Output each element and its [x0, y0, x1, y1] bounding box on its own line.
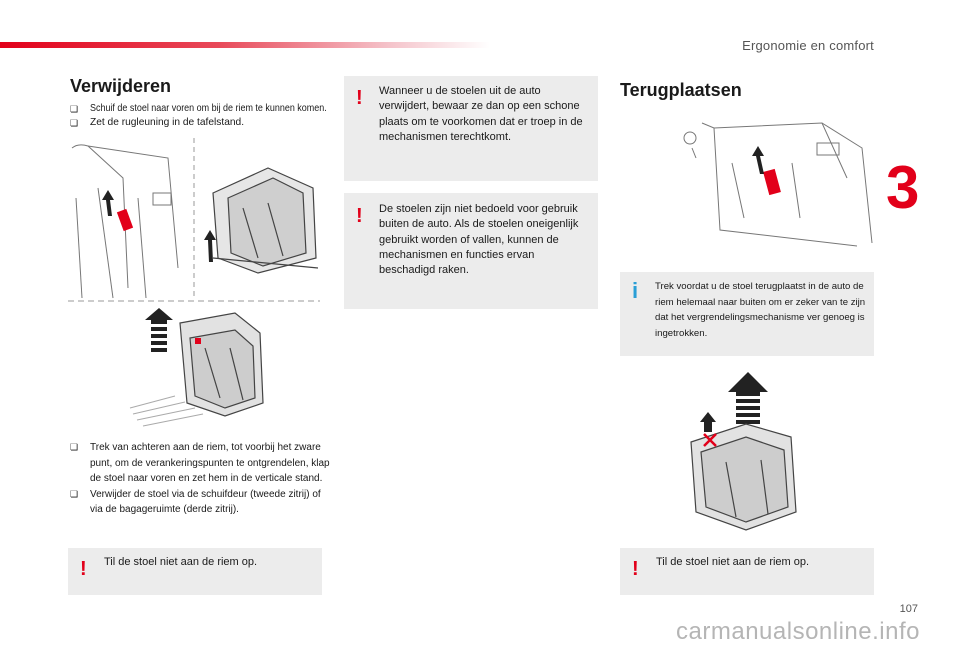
- seat-reinstall-figure-2: [686, 372, 806, 532]
- checkbox-bullet-icon: ❏: [70, 488, 79, 499]
- warning-text: De stoelen zijn niet bedoeld voor gebruik buiten de auto. Als de stoelen oneigenlijk gebruikt worden of vallen, kunnen de mechanismen en functies ervan beschadigd raken.: [379, 203, 579, 277]
- warning-text: Til de stoel niet aan de riem op.: [104, 556, 258, 568]
- warning-box-left: [68, 548, 322, 595]
- exclamation-warning-icon: !: [356, 87, 363, 109]
- bullet-list-bottom: [70, 440, 332, 518]
- info-text: Trek voordat u de stoel terugplaatst in de auto de riem helemaal naar buiten om er zeker van te zijn dat het vergrendelingsmechanisme ver genoeg is ingetrokken.: [655, 281, 866, 339]
- seat-removal-figure-2: [125, 308, 265, 433]
- list-item: ❏ Schuif de stoel naar voren om bij de riem te kunnen komen.: [70, 103, 327, 114]
- seat-removal-figure-1: [68, 138, 320, 303]
- checkbox-bullet-icon: ❏: [70, 118, 79, 128]
- heading-remove: Verwijderen: [70, 76, 172, 96]
- seat-reinstall-figure-1: [672, 118, 874, 248]
- exclamation-warning-icon: !: [80, 558, 87, 580]
- warning-box-storage: [344, 76, 598, 181]
- exclamation-warning-icon: !: [632, 558, 639, 580]
- watermark: carmanualsonline.info: [676, 618, 920, 645]
- list-item: ❏ Zet de rugleuning in de tafelstand.: [70, 117, 245, 128]
- list-item: ❏ Verwijder de stoel via de schuifdeur (tweede zitrij) of via de bagageruimte (derde zitrij).: [70, 488, 321, 515]
- info-icon: i: [632, 278, 639, 303]
- bullet-list-top: [70, 102, 332, 130]
- header-accent-bar: [0, 42, 490, 48]
- list-item: ❏ Trek van achteren aan de riem, tot voorbij het zware punt, om de verankeringspunten te ontgrendelen, klap de stoel naar voren en zet hem in de verticale stand.: [70, 442, 330, 484]
- warning-text: Til de stoel niet aan de riem op.: [656, 556, 810, 568]
- checkbox-bullet-icon: ❏: [70, 442, 79, 452]
- warning-text: Wanneer u de stoelen uit de auto verwijdert, bewaar ze dan op een schone plaats om te voorkomen dat er troep in de mechanismen terechtkomt.: [379, 85, 583, 143]
- warning-box-usage: [344, 193, 598, 309]
- page-number: 107: [899, 603, 918, 615]
- exclamation-warning-icon: !: [356, 205, 363, 227]
- chapter-number: 3: [886, 154, 920, 221]
- section-title: Ergonomie en comfort: [742, 38, 874, 53]
- heading-reinstall: Terugplaatsen: [620, 80, 742, 100]
- info-box: [620, 272, 874, 356]
- checkbox-bullet-icon: ❏: [70, 104, 79, 114]
- warning-box-right: [620, 548, 874, 595]
